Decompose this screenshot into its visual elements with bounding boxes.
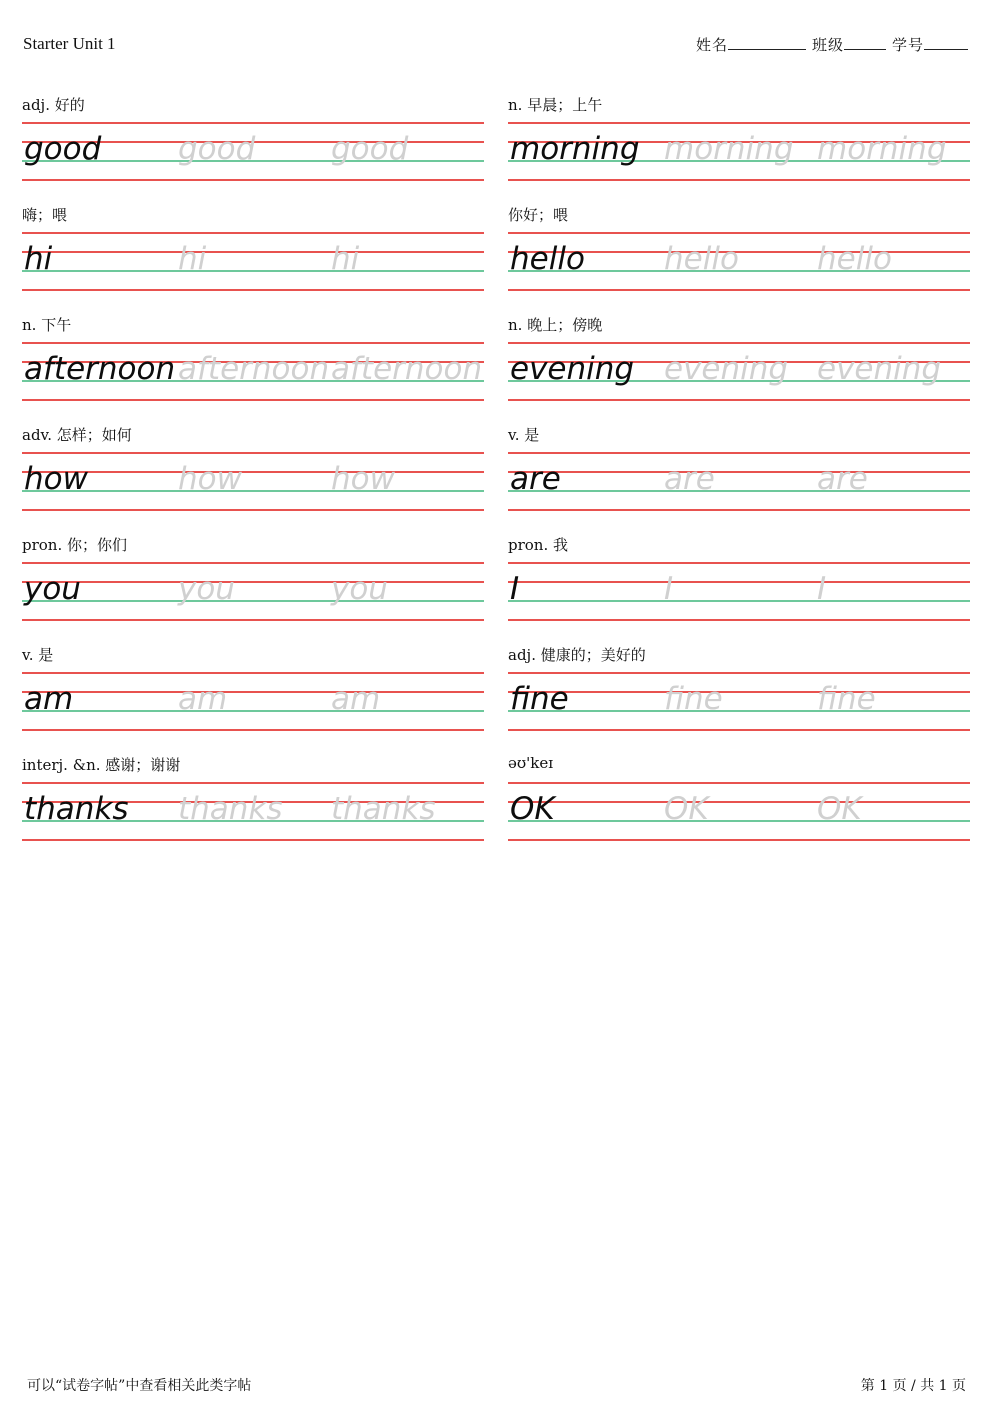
writing-guide-lines: [22, 342, 484, 402]
model-word: good: [24, 131, 102, 167]
word-meaning: adj. 好的: [22, 96, 85, 114]
guide-line: [22, 399, 484, 401]
guide-line: [508, 562, 970, 564]
guide-line: [22, 619, 484, 621]
guide-line: [508, 691, 970, 693]
baseline-guide: [508, 600, 970, 602]
writing-guide-lines: [508, 672, 970, 732]
model-word: fine: [510, 681, 569, 717]
guide-line: [508, 729, 970, 731]
word-entry: [22, 754, 484, 864]
trace-word[interactable]: evening: [664, 351, 789, 387]
word-meaning: n. 下午: [22, 316, 72, 334]
word-entry: [508, 204, 970, 314]
guide-line: [22, 839, 484, 841]
trace-word[interactable]: good: [331, 131, 409, 167]
trace-word[interactable]: am: [331, 681, 381, 717]
guide-line: [22, 342, 484, 344]
page-counter: 第 1 页 / 共 1 页: [860, 1378, 966, 1394]
id-blank[interactable]: [924, 35, 968, 50]
model-word: OK: [510, 791, 555, 827]
word-entry: [508, 644, 970, 754]
word-entry: [508, 534, 970, 644]
word-entry: [22, 94, 484, 204]
name-blank[interactable]: [728, 35, 806, 50]
model-word: hi: [24, 241, 53, 277]
word-entry: [508, 424, 970, 534]
baseline-guide: [22, 270, 484, 272]
guide-line: [508, 179, 970, 181]
model-word: morning: [510, 131, 640, 167]
trace-word[interactable]: am: [178, 681, 228, 717]
trace-word[interactable]: afternoon: [331, 351, 483, 387]
guide-line: [22, 289, 484, 291]
baseline-guide: [22, 490, 484, 492]
guide-line: [22, 581, 484, 583]
trace-word[interactable]: you: [331, 571, 388, 607]
trace-word[interactable]: fine: [817, 681, 876, 717]
baseline-guide: [22, 600, 484, 602]
word-entry: [508, 314, 970, 424]
guide-line: [508, 619, 970, 621]
guide-line: [22, 232, 484, 234]
word-entry: [22, 644, 484, 754]
trace-word[interactable]: OK: [817, 791, 862, 827]
guide-line: [508, 839, 970, 841]
model-word: you: [24, 571, 81, 607]
word-meaning: pron. 我: [508, 536, 569, 554]
writing-guide-lines: [22, 562, 484, 622]
trace-word[interactable]: I: [664, 571, 674, 607]
guide-line: [508, 782, 970, 784]
writing-guide-lines: [508, 122, 970, 182]
word-meaning: v. 是: [22, 646, 54, 664]
id-label: 学号: [891, 36, 924, 54]
page-header: [23, 34, 968, 56]
word-meaning: adv. 怎样；如何: [22, 426, 132, 444]
trace-word[interactable]: morning: [664, 131, 794, 167]
guide-line: [508, 122, 970, 124]
trace-word[interactable]: how: [178, 461, 242, 497]
trace-word[interactable]: are: [664, 461, 715, 497]
guide-line: [508, 452, 970, 454]
guide-line: [508, 471, 970, 473]
writing-guide-lines: [22, 232, 484, 292]
trace-word[interactable]: are: [817, 461, 868, 497]
model-word: afternoon: [24, 351, 176, 387]
guide-line: [508, 289, 970, 291]
footer-note: 可以“试卷字帖”中查看相关此类字帖: [27, 1378, 252, 1394]
writing-guide-lines: [508, 342, 970, 402]
word-entry: [22, 204, 484, 314]
trace-word[interactable]: hello: [817, 241, 892, 277]
guide-line: [22, 122, 484, 124]
page-title: Starter Unit 1: [23, 34, 116, 53]
baseline-guide: [22, 710, 484, 712]
word-meaning: əʊ'keɪ: [508, 754, 554, 772]
guide-line: [22, 471, 484, 473]
word-meaning: v. 是: [508, 426, 540, 444]
guide-line: [508, 801, 970, 803]
model-word: hello: [510, 241, 585, 277]
trace-word[interactable]: afternoon: [178, 351, 330, 387]
guide-line: [508, 342, 970, 344]
writing-guide-lines: [508, 562, 970, 622]
writing-guide-lines: [508, 452, 970, 512]
name-label: 姓名: [695, 36, 728, 54]
trace-word[interactable]: OK: [664, 791, 709, 827]
model-word: I: [510, 571, 520, 607]
model-word: evening: [510, 351, 635, 387]
guide-line: [22, 691, 484, 693]
trace-word[interactable]: thanks: [178, 791, 283, 827]
guide-line: [508, 399, 970, 401]
guide-line: [508, 509, 970, 511]
word-entry: [508, 94, 970, 204]
guide-line: [508, 232, 970, 234]
trace-word[interactable]: you: [178, 571, 235, 607]
trace-word[interactable]: hello: [664, 241, 739, 277]
writing-guide-lines: [22, 672, 484, 732]
trace-word[interactable]: thanks: [331, 791, 436, 827]
writing-guide-lines: [22, 122, 484, 182]
guide-line: [22, 729, 484, 731]
word-entry: [22, 534, 484, 644]
guide-line: [22, 509, 484, 511]
baseline-guide: [508, 490, 970, 492]
guide-line: [508, 672, 970, 674]
guide-line: [22, 251, 484, 253]
word-meaning: n. 早晨；上午: [508, 96, 603, 114]
baseline-guide: [508, 820, 970, 822]
model-word: are: [510, 461, 561, 497]
trace-word[interactable]: good: [178, 131, 256, 167]
word-meaning: interj. &n. 感谢；谢谢: [22, 756, 181, 774]
writing-guide-lines: [508, 232, 970, 292]
word-entry: [22, 314, 484, 424]
guide-line: [22, 782, 484, 784]
writing-guide-lines: [22, 452, 484, 512]
word-entry: [22, 424, 484, 534]
model-word: how: [24, 461, 88, 497]
class-label: 班级: [811, 36, 844, 54]
student-info-fields: [696, 34, 968, 55]
trace-word[interactable]: evening: [817, 351, 942, 387]
baseline-guide: [508, 710, 970, 712]
trace-word[interactable]: I: [817, 571, 827, 607]
writing-guide-lines: [22, 782, 484, 842]
trace-word[interactable]: morning: [817, 131, 947, 167]
trace-word[interactable]: hi: [331, 241, 360, 277]
guide-line: [22, 452, 484, 454]
word-meaning: adj. 健康的；美好的: [508, 646, 646, 664]
guide-line: [22, 179, 484, 181]
trace-word[interactable]: fine: [664, 681, 723, 717]
guide-line: [22, 562, 484, 564]
page-footer: [27, 1375, 966, 1395]
trace-word[interactable]: hi: [178, 241, 207, 277]
class-blank[interactable]: [844, 35, 886, 50]
writing-guide-lines: [508, 782, 970, 842]
guide-line: [508, 581, 970, 583]
word-meaning: pron. 你；你们: [22, 536, 128, 554]
word-meaning: n. 晚上；傍晚: [508, 316, 603, 334]
model-word: am: [24, 681, 74, 717]
word-meaning: 嗨；喂: [22, 206, 68, 224]
guide-line: [22, 672, 484, 674]
word-entry: [508, 754, 970, 864]
word-meaning: 你好；喂: [508, 206, 569, 224]
trace-word[interactable]: how: [331, 461, 395, 497]
model-word: thanks: [24, 791, 129, 827]
